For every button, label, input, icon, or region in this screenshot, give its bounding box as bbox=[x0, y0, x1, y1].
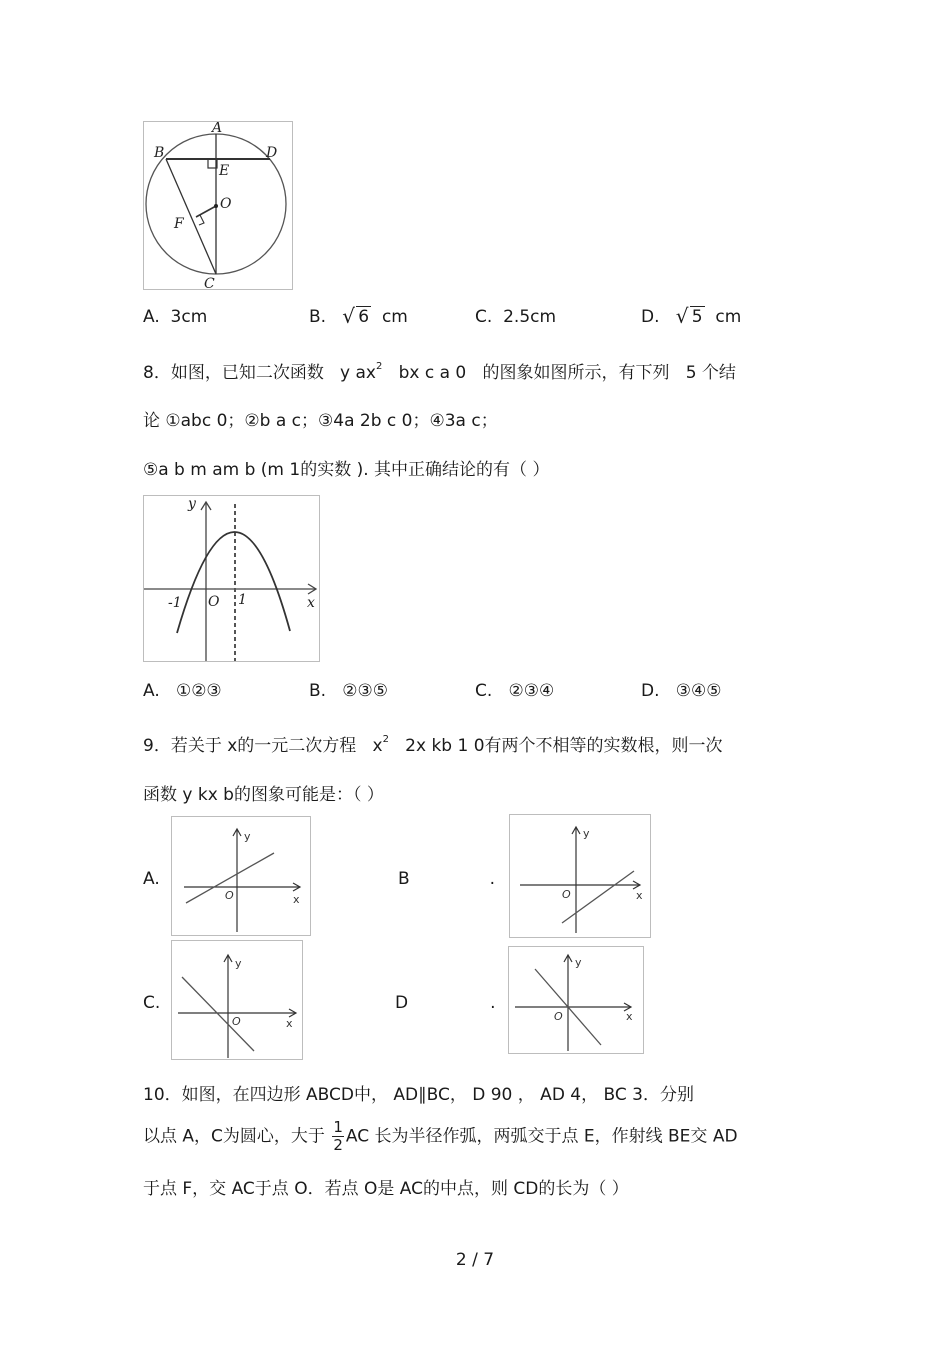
point-o-label: O bbox=[220, 196, 232, 212]
x-axis-label: x bbox=[626, 1010, 633, 1023]
point-d-label: D bbox=[266, 145, 278, 161]
origin-label: O bbox=[232, 1015, 241, 1028]
point-b-label: B bbox=[154, 145, 165, 161]
q8-line-1: 8．如图，已知二次函数 y $ax^2$ bx c a 0 的图象如图所示，有下列 5 个结 bbox=[143, 361, 736, 383]
q10-line-1: 10．如图，在四边形 ABCD中， AD∥BC， D 90 ， AD 4， BC 3．分别 bbox=[143, 1085, 694, 1105]
point-f-label: F bbox=[174, 216, 184, 232]
option-letter: A. bbox=[143, 307, 160, 327]
option-letter: D. bbox=[641, 307, 660, 327]
point-e-label: E bbox=[219, 163, 230, 179]
origin-label: O bbox=[562, 888, 571, 901]
y-axis-label: y bbox=[244, 830, 251, 843]
option-unit: cm bbox=[381, 307, 408, 327]
q10-line-2: 以点 A，C为圆心，大于 $\frac{1}{2}$ AC 长为半径作弧，两弧交于点 E，作射线 BE交 AD bbox=[143, 1118, 738, 1154]
option-text: 2.5cm bbox=[503, 307, 557, 327]
origin-label: O bbox=[554, 1010, 563, 1023]
y-axis-label: y bbox=[583, 827, 590, 840]
fraction-half: $\frac{1}{2}$ bbox=[333, 1118, 343, 1154]
q10-line-3: 于点 F，交 AC于点 O．若点 O是 AC的中点，则 CD的长为（ ） bbox=[143, 1179, 629, 1199]
q9-graph-a[interactable] bbox=[171, 816, 311, 936]
q7-option-c[interactable] bbox=[475, 307, 556, 327]
option-unit: cm bbox=[715, 307, 742, 327]
q9-option-a-label[interactable]: A. bbox=[143, 869, 160, 889]
q8-line-2: 论 ①abc 0；②b a c；③4a 2b c 0；④3a c； bbox=[143, 411, 498, 431]
option-letter: C. bbox=[475, 307, 493, 327]
page-number: 2 / 7 bbox=[455, 1250, 495, 1270]
y-axis-label: y bbox=[235, 957, 242, 970]
x-axis-label: x bbox=[286, 1017, 293, 1030]
q9-option-c-label[interactable]: C. bbox=[143, 993, 161, 1013]
q8-option-d[interactable]: D. ③④⑤ bbox=[641, 681, 722, 701]
point-c-label: C bbox=[204, 276, 215, 289]
q8-line-3: ⑤a b m am b (m 1的实数 ). 其中正确结论的有（ ） bbox=[143, 460, 550, 480]
y-axis-label: y bbox=[575, 956, 582, 969]
q8-option-c[interactable]: C. ②③④ bbox=[475, 681, 555, 701]
q9-line-2: 函数 y kx b的图象可能是：（ ） bbox=[143, 785, 384, 805]
neg-one-tick: -1 bbox=[168, 595, 182, 611]
q8-option-a[interactable]: A. ①②③ bbox=[143, 681, 222, 701]
q9-graph-c[interactable] bbox=[171, 940, 303, 1060]
one-tick: 1 bbox=[238, 592, 247, 608]
q7-option-a[interactable] bbox=[143, 307, 207, 327]
q9-graph-d[interactable] bbox=[508, 946, 644, 1054]
q9-option-b-label[interactable]: B . bbox=[398, 869, 496, 889]
q9-graph-b[interactable] bbox=[509, 814, 651, 938]
sqrt-symbol: √ 6 bbox=[342, 304, 370, 328]
option-text: 3cm bbox=[170, 307, 208, 327]
origin-label: O bbox=[225, 889, 234, 902]
x-axis-label: x bbox=[293, 893, 300, 906]
origin-label: O bbox=[208, 594, 220, 610]
point-a-label: A bbox=[212, 122, 223, 136]
x-axis-label: x bbox=[636, 889, 643, 902]
q7-circle-figure bbox=[143, 121, 293, 290]
q9-line-1: 9．若关于 x的一元二次方程 $x^2$ 2x kb 1 0有两个不相等的实数根，则一次 bbox=[143, 734, 723, 756]
q7-option-d[interactable] bbox=[641, 304, 742, 328]
x-axis-label: x bbox=[307, 595, 315, 611]
y-axis-label: y bbox=[188, 496, 196, 512]
q8-option-b[interactable]: B. ②③⑤ bbox=[309, 681, 389, 701]
q7-option-b[interactable] bbox=[309, 304, 408, 328]
sqrt-symbol: √ 5 bbox=[675, 304, 703, 328]
option-letter: B. bbox=[309, 307, 327, 327]
q9-option-d-label[interactable]: D . bbox=[395, 993, 496, 1013]
q8-parabola-graph bbox=[143, 495, 320, 662]
